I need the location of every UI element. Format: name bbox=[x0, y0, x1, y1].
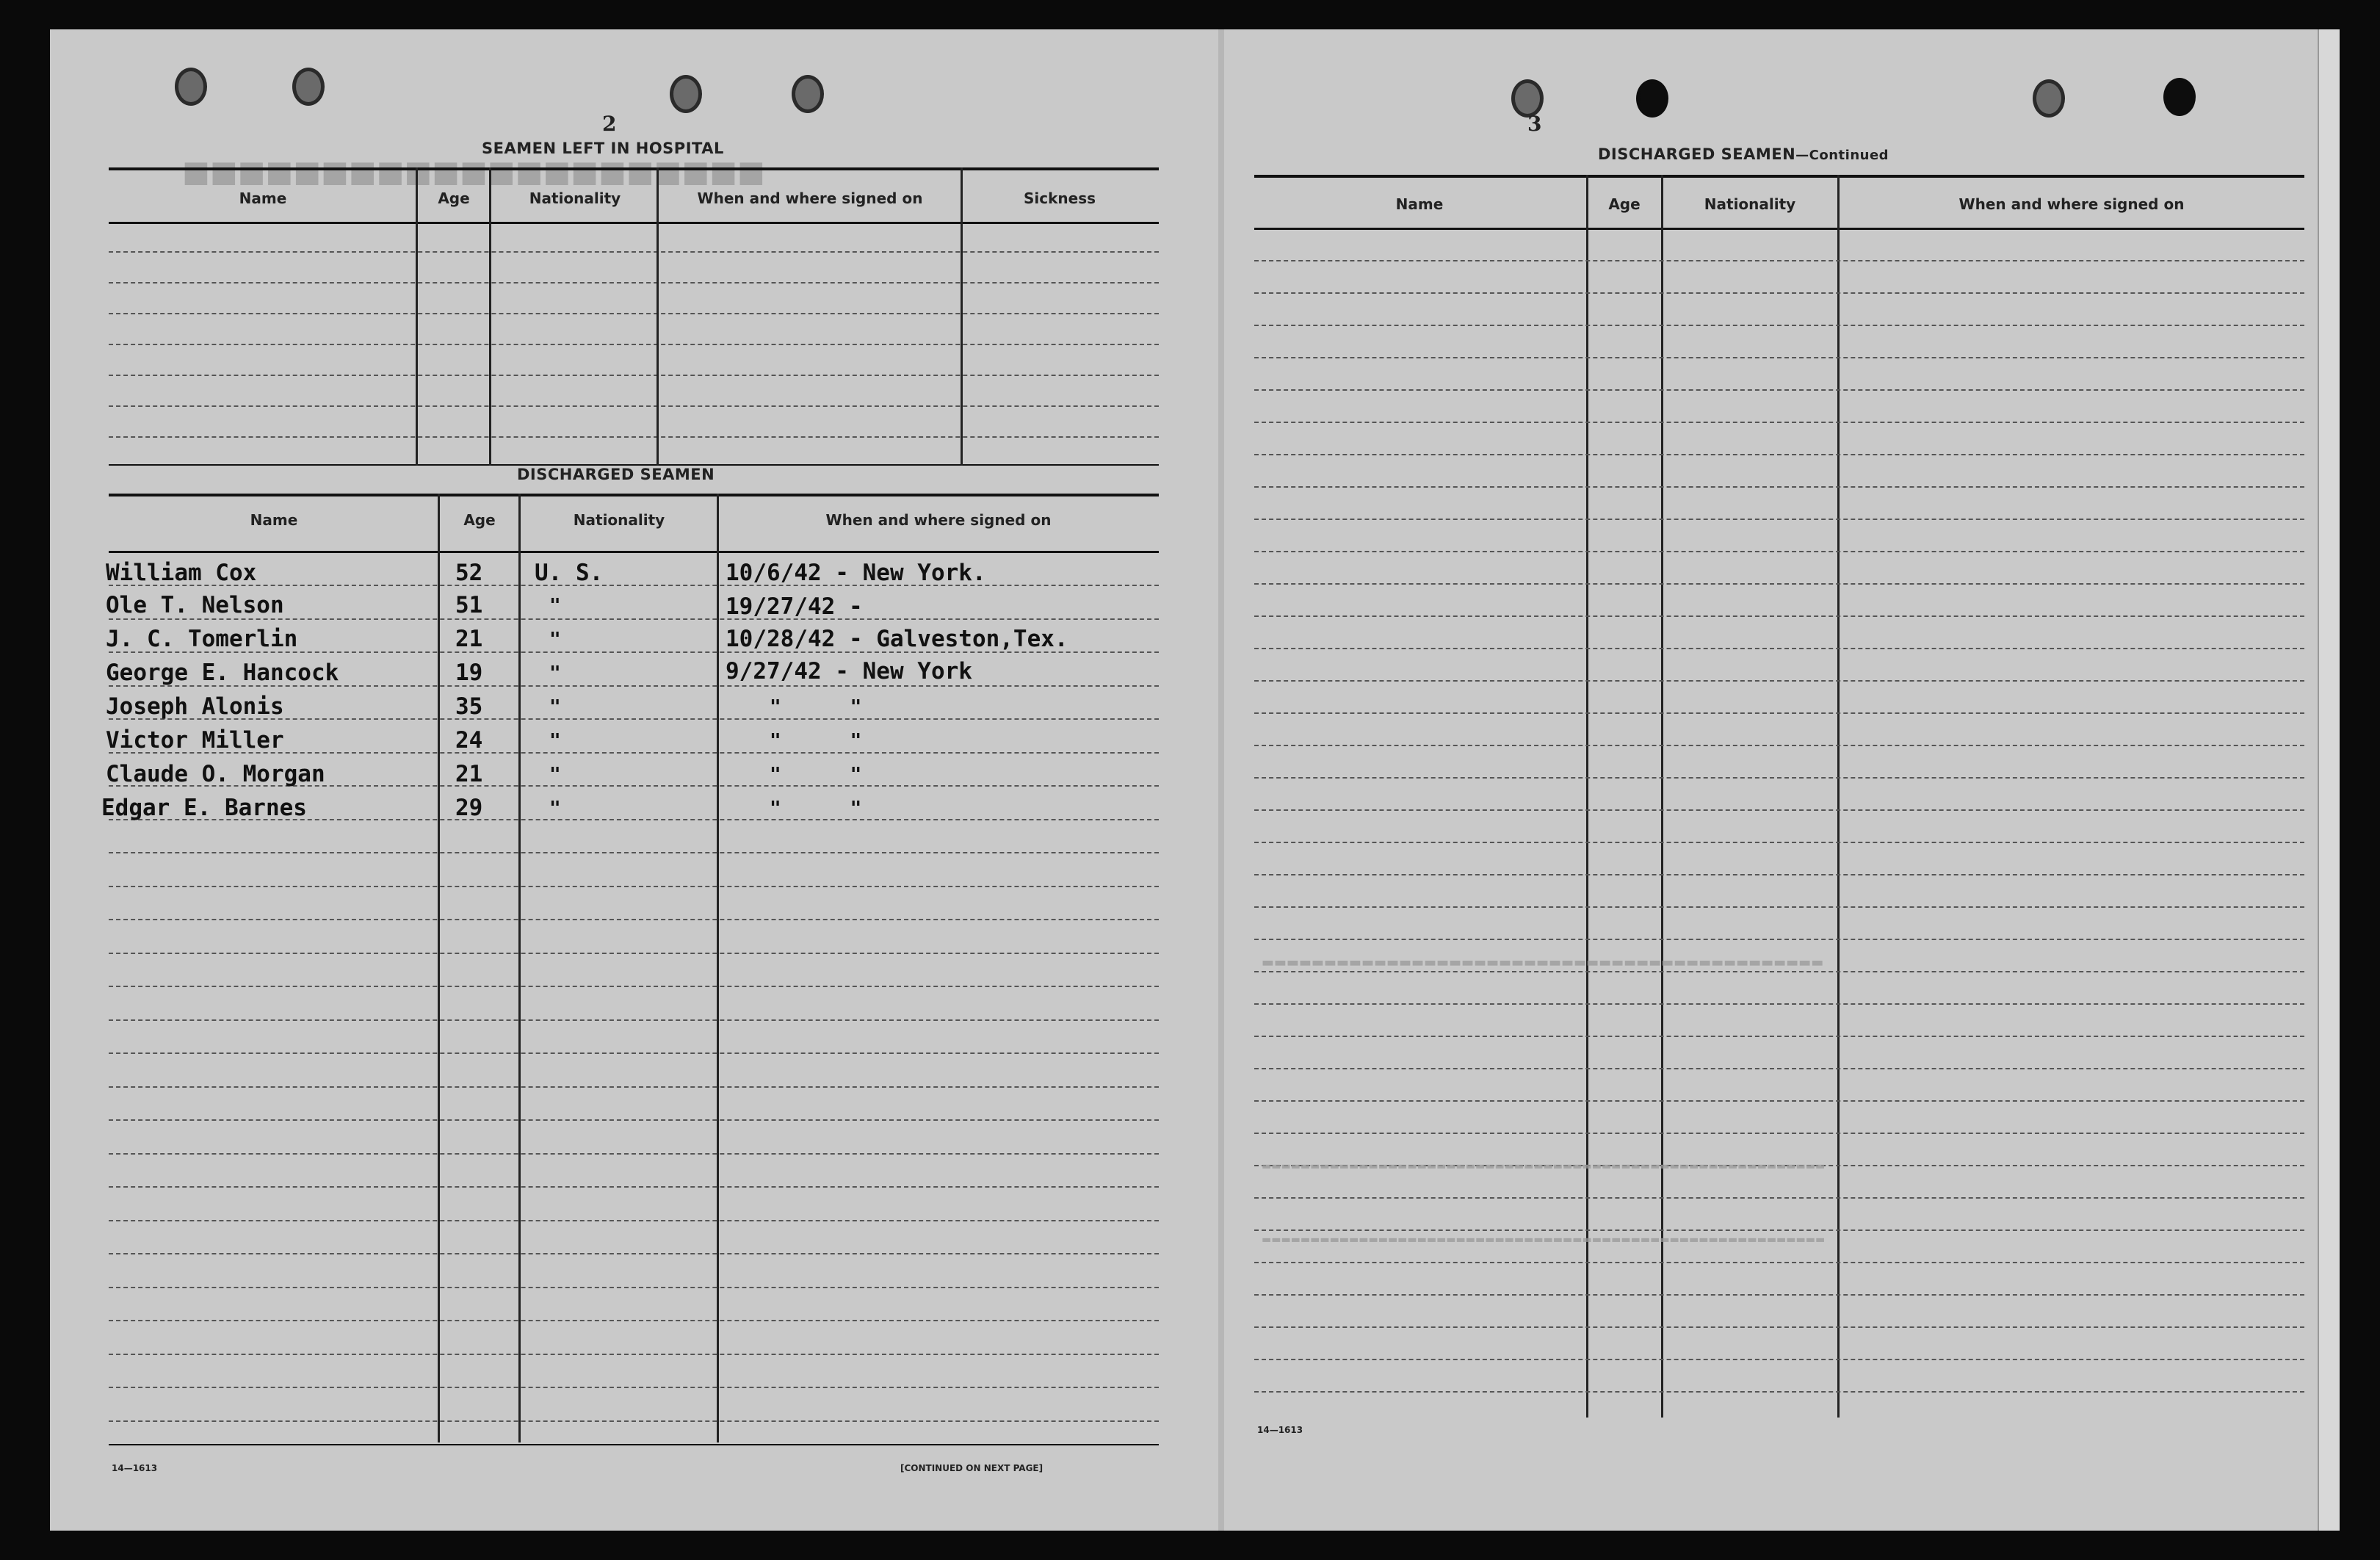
seaman-age: 19 bbox=[455, 660, 483, 686]
seaman-age: 51 bbox=[455, 592, 483, 618]
seaman-age: 21 bbox=[455, 626, 483, 652]
row-rule bbox=[109, 1019, 1159, 1021]
seaman-nationality: U. S. bbox=[535, 560, 604, 586]
row-rule bbox=[109, 1086, 1159, 1088]
row-rule bbox=[109, 1052, 1159, 1054]
left-page-number: 2 bbox=[602, 112, 617, 136]
seaman-age: 35 bbox=[455, 693, 483, 720]
seaman-age: 24 bbox=[455, 727, 483, 754]
row-rule bbox=[109, 1287, 1159, 1288]
seaman-name: George E. Hancock bbox=[106, 660, 339, 686]
hospital-col-divider bbox=[416, 167, 418, 466]
row-rule bbox=[109, 1420, 1159, 1422]
punch-hole bbox=[670, 75, 702, 113]
seaman-nationality-ditto: " bbox=[549, 764, 561, 786]
row-rule bbox=[109, 1320, 1159, 1321]
seaman-name: William Cox bbox=[106, 560, 257, 586]
row-rule bbox=[1254, 519, 2304, 520]
row-rule bbox=[1254, 389, 2304, 391]
hospital-col-nationality: Nationality bbox=[529, 189, 621, 207]
hospital-col-divider bbox=[961, 167, 963, 466]
left-form-number: 14—1613 bbox=[112, 1463, 158, 1473]
right-col-name: Name bbox=[1395, 195, 1444, 213]
discharged-top-rule bbox=[109, 494, 1159, 496]
discharged-col-nationality: Nationality bbox=[573, 511, 665, 529]
row-rule bbox=[1254, 680, 2304, 682]
bleed-through-text: ▬▬▬▬▬▬▬▬▬▬▬▬▬▬▬▬▬▬▬▬▬▬▬▬▬▬▬▬▬▬▬▬▬▬▬▬▬▬▬▬▬▬▬▬▬▬▬▬▬▬▬▬▬▬▬▬▬▬ bbox=[1262, 1234, 1826, 1246]
discharged-col-name: Name bbox=[250, 511, 298, 529]
punch-hole bbox=[2033, 79, 2065, 118]
seaman-signed-on-ditto: " " bbox=[770, 798, 862, 820]
discharged-col-signed: When and where signed on bbox=[825, 511, 1052, 529]
row-rule bbox=[1254, 874, 2304, 875]
row-rule bbox=[109, 1153, 1159, 1155]
row-rule bbox=[1254, 292, 2304, 294]
seaman-age: 21 bbox=[455, 761, 483, 787]
row-rule bbox=[1254, 906, 2304, 908]
right-top-rule bbox=[1254, 175, 2304, 178]
punch-hole bbox=[792, 75, 824, 113]
seaman-age: 29 bbox=[455, 795, 483, 821]
row-rule bbox=[1254, 615, 2304, 617]
row-rule bbox=[1254, 712, 2304, 714]
seaman-signed-on: 10/28/42 - Galveston,Tex. bbox=[726, 626, 1068, 652]
hospital-col-signed: When and where signed on bbox=[697, 189, 923, 207]
row-rule bbox=[1254, 357, 2304, 358]
row-rule bbox=[1254, 1133, 2304, 1134]
punch-hole bbox=[2163, 78, 2196, 116]
hospital-row-line bbox=[109, 375, 1159, 376]
right-title-suffix: —Continued bbox=[1795, 148, 1889, 163]
document-sheet bbox=[50, 29, 2340, 1531]
row-rule bbox=[1254, 1262, 2304, 1263]
row-rule bbox=[1254, 648, 2304, 649]
right-section-title bbox=[1598, 145, 1889, 163]
page-edge bbox=[2318, 29, 2340, 1531]
row-rule bbox=[1254, 1197, 2304, 1199]
row-rule bbox=[1254, 325, 2304, 326]
bleed-through-text: ▬▬▬▬▬▬▬▬▬▬▬▬▬▬▬▬▬▬▬▬▬▬▬▬▬▬▬▬▬▬▬▬▬▬▬▬▬▬▬▬▬▬▬▬▬ bbox=[1262, 955, 1824, 970]
left-bottom-rule bbox=[109, 1444, 1159, 1445]
right-page-number: 3 bbox=[1527, 112, 1542, 136]
right-form-number: 14—1613 bbox=[1257, 1425, 1303, 1435]
punch-hole bbox=[175, 68, 207, 106]
row-rule bbox=[1254, 583, 2304, 585]
discharged-header-rule bbox=[109, 551, 1159, 553]
seaman-nationality-ditto: " bbox=[549, 662, 561, 685]
row-rule bbox=[1254, 939, 2304, 940]
row-rule bbox=[1254, 454, 2304, 455]
right-col-divider bbox=[1661, 175, 1663, 1418]
bleed-through-text: ▬▬▬▬▬▬▬▬▬▬▬▬▬▬▬▬▬▬▬▬▬▬▬▬▬▬▬▬▬▬▬▬▬▬▬▬▬▬▬▬▬▬▬▬▬▬▬▬▬▬▬▬▬▬▬▬▬▬ bbox=[1262, 1160, 1826, 1172]
seaman-name: Claude O. Morgan bbox=[106, 761, 325, 787]
hospital-row-line bbox=[109, 313, 1159, 314]
hospital-section-title: SEAMEN LEFT IN HOSPITAL bbox=[482, 140, 724, 157]
punch-hole bbox=[292, 68, 325, 106]
row-rule bbox=[1254, 971, 2304, 972]
row-rule bbox=[1254, 777, 2304, 779]
row-rule bbox=[1254, 486, 2304, 488]
row-rule bbox=[1254, 1326, 2304, 1328]
hospital-col-age: Age bbox=[438, 189, 470, 207]
seaman-nationality-ditto: " bbox=[549, 629, 561, 651]
row-rule bbox=[109, 852, 1159, 853]
seaman-nationality-ditto: " bbox=[549, 595, 561, 617]
row-rule bbox=[1254, 1294, 2304, 1296]
discharged-col-divider bbox=[438, 494, 440, 1442]
row-rule bbox=[109, 919, 1159, 920]
row-rule bbox=[109, 953, 1159, 954]
row-rule bbox=[1254, 809, 2304, 811]
seaman-nationality-ditto: " bbox=[549, 730, 561, 752]
discharged-section-title: DISCHARGED SEAMEN bbox=[517, 466, 715, 483]
row-rule bbox=[1254, 745, 2304, 746]
row-rule bbox=[1254, 260, 2304, 261]
seaman-name: Ole T. Nelson bbox=[106, 592, 284, 618]
hospital-top-rule bbox=[109, 167, 1159, 170]
right-title-main: DISCHARGED SEAMEN bbox=[1598, 145, 1796, 163]
row-rule bbox=[1254, 551, 2304, 552]
row-rule bbox=[109, 1119, 1159, 1121]
row-rule bbox=[109, 1387, 1159, 1388]
row-rule bbox=[1254, 1068, 2304, 1069]
seaman-nationality-ditto: " bbox=[549, 798, 561, 820]
hospital-row-line bbox=[109, 405, 1159, 407]
row-rule bbox=[109, 1186, 1159, 1188]
discharged-col-divider bbox=[518, 494, 521, 1442]
hospital-row-line bbox=[109, 251, 1159, 253]
right-col-nationality: Nationality bbox=[1704, 195, 1796, 213]
seaman-nationality-ditto: " bbox=[549, 696, 561, 718]
hospital-col-divider bbox=[489, 167, 491, 466]
seaman-name: J. C. Tomerlin bbox=[106, 626, 298, 652]
seaman-signed-on-ditto: " " bbox=[770, 696, 862, 718]
continued-note: [CONTINUED ON NEXT PAGE] bbox=[900, 1463, 1043, 1473]
discharged-col-divider bbox=[717, 494, 719, 1442]
seaman-signed-on: 9/27/42 - New York bbox=[726, 658, 972, 685]
hospital-header-rule bbox=[109, 222, 1159, 224]
right-col-divider bbox=[1586, 175, 1588, 1418]
row-rule bbox=[109, 1220, 1159, 1221]
row-rule bbox=[1254, 1359, 2304, 1360]
right-col-signed: When and where signed on bbox=[1958, 195, 2185, 213]
row-rule bbox=[109, 1253, 1159, 1254]
right-header-rule bbox=[1254, 228, 2304, 230]
row-rule bbox=[109, 585, 1159, 586]
seaman-signed-on: 19/27/42 - bbox=[726, 593, 863, 620]
seaman-name: Edgar E. Barnes bbox=[101, 795, 307, 821]
right-col-age: Age bbox=[1608, 195, 1641, 213]
center-fold bbox=[1218, 29, 1224, 1531]
seaman-signed-on-ditto: " " bbox=[770, 730, 862, 752]
hospital-col-name: Name bbox=[239, 189, 287, 207]
punch-hole bbox=[1636, 79, 1668, 118]
row-rule bbox=[1254, 422, 2304, 423]
bleed-through-text: ■■■■■■■■■■■■■■■■■■■■■ bbox=[182, 154, 765, 189]
hospital-row-line bbox=[109, 344, 1159, 345]
row-rule bbox=[109, 886, 1159, 887]
seaman-signed-on: 10/6/42 - New York. bbox=[726, 560, 986, 586]
row-rule bbox=[109, 1354, 1159, 1355]
row-rule bbox=[1254, 1391, 2304, 1393]
seaman-name: Joseph Alonis bbox=[106, 693, 284, 720]
row-rule bbox=[1254, 842, 2304, 843]
hospital-row-line bbox=[109, 436, 1159, 438]
seaman-age: 52 bbox=[455, 560, 483, 586]
hospital-col-sickness: Sickness bbox=[1023, 189, 1096, 207]
row-rule bbox=[1254, 1100, 2304, 1102]
row-rule bbox=[1254, 1036, 2304, 1037]
hospital-col-divider bbox=[657, 167, 659, 466]
row-rule bbox=[1254, 1003, 2304, 1005]
seaman-name: Victor Miller bbox=[106, 727, 284, 754]
row-rule bbox=[109, 986, 1159, 987]
seaman-signed-on-ditto: " " bbox=[770, 764, 862, 786]
row-rule bbox=[1254, 1229, 2304, 1231]
right-col-divider bbox=[1837, 175, 1840, 1418]
discharged-col-age: Age bbox=[463, 511, 496, 529]
hospital-row-line bbox=[109, 282, 1159, 284]
